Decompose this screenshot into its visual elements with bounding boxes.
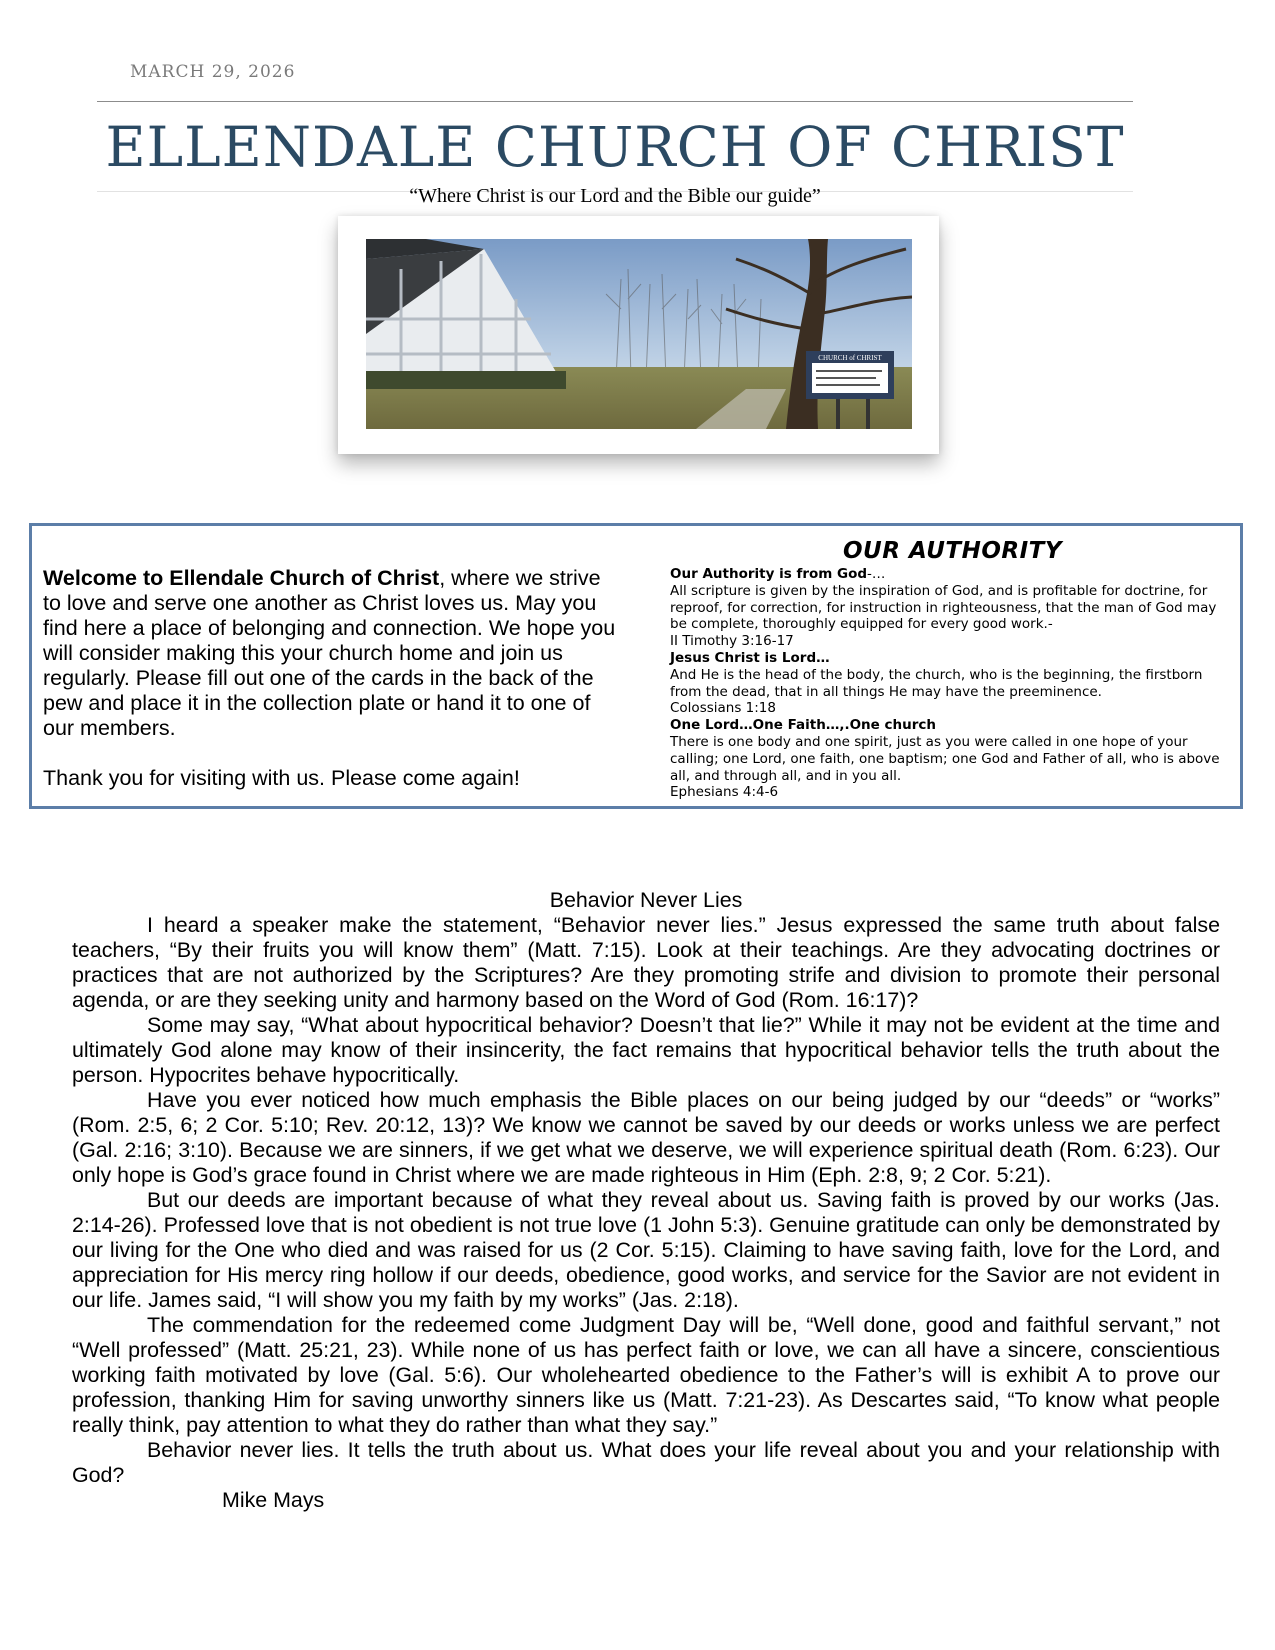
authority-heading: Our Authority is from God: [670, 566, 868, 582]
authority-reference: Colossians 1:18: [670, 700, 776, 717]
authority-reference: Ephesians 4:4-6: [670, 784, 779, 801]
article-paragraph: I heard a speaker make the statement, “Behavior never lies.” Jesus expressed the same truth about false teachers, “By their fruits you will know them” (Matt. 7:15). Look at their teachings. Are they advocating doctrines or practices that are not authorized by the Scriptures? Are they promoting strife and division to promote their personal agenda, or are they seeking unity and harmony based on the Word of God (Rom. 16:17)?: [72, 913, 1220, 1012]
bulletin-date: MARCH 29, 2026: [130, 62, 296, 82]
article-paragraph: But our deeds are important because of what they reveal about us. Saving faith is proved by our works (Jas. 2:14-26). Professed love that is not obedient is not true love (1 John 5:3). Genuine gratitude can only be demonstrated by our living for the One who died and was raised for us (2 Cor. 5:15). Claiming to have saving faith, love for the Lord, and appreciation for His mercy ring hollow if our deeds, obedience, good works, and service for the Savior are not evident in our life. James said, “I will show you my faith by my works” (Jas. 2:18).: [72, 1188, 1220, 1312]
article-title: Behavior Never Lies: [549, 888, 743, 912]
authority-title: OUR AUTHORITY: [843, 538, 1062, 564]
sign-text: CHURCH of CHRIST: [818, 354, 882, 362]
church-photo: [366, 239, 912, 429]
authority-heading-suffix: -…: [867, 566, 886, 582]
authority-heading: One Lord…One Faith…,.One church: [670, 717, 937, 734]
welcome-body: , where we strive to love and serve one another as Christ loves us. May you find here a place of belonging and connection. We hope you will consider making this your church home and join us regularly. Please fill out one of the cards in the back of the pew and place it in the collection plate or hand it to one of our members.: [43, 566, 616, 740]
authority-heading: Jesus Christ is Lord…: [670, 649, 830, 666]
church-name: ELLENDALE CHURCH OF CHRIST: [105, 115, 1125, 179]
our-authority-section: [670, 536, 1235, 801]
tagline: “Where Christ is our Lord and the Bible our guide”: [409, 185, 821, 207]
article-author: Mike Mays: [222, 1488, 325, 1512]
article: [72, 888, 1220, 1513]
welcome-lead: Welcome to Ellendale Church of Christ: [43, 566, 440, 590]
article-paragraph: The commendation for the redeemed come Judgment Day will be, “Well done, good and faithful servant,” not “Well professed” (Matt. 25:21, 23). While none of us has perfect faith or love, we can all have a sincere, conscientious working faith motivated by love (Gal. 5:6). Our wholehearted obedience to the Father’s will is exhibit A to prove our profession, thanking Him for saving unworthy sinners like us (Matt. 7:21-23). As Descartes said, “To know what people really think, pay attention to what they do rather than what they say.”: [72, 1313, 1220, 1437]
welcome-message: [43, 566, 623, 791]
header-divider: [97, 101, 1133, 102]
authority-text: All scripture is given by the inspiration of God, and is profitable for doctrine, for reproof, for correction, for instruction in righteousness, that the man of God may be complete, thoroughly equipped for every good work.-: [670, 582, 1217, 633]
welcome-authority-box: [29, 523, 1243, 809]
authority-text: And He is the head of the body, the church, who is the beginning, the firstborn from the dead, that in all things He may have the preeminence.: [670, 666, 1203, 700]
article-paragraph: Have you ever noticed how much emphasis the Bible places on our being judged by our “deeds” or “works” (Rom. 2:5, 6; 2 Cor. 5:10; Rev. 20:12, 13)? We know we cannot be saved by our deeds or works unless we are perfect (Gal. 2:16; 3:10). Because we are sinners, if we get what we deserve, we will experience spiritual death (Rom. 6:23). Our only hope is God’s grace found in Christ where we are made righteous in Him (Eph. 2:8, 9; 2 Cor. 5:21).: [72, 1088, 1220, 1187]
article-paragraph: Behavior never lies. It tells the truth about us. What does your life reveal about you and your relationship with God?: [72, 1438, 1220, 1487]
church-photo-frame: [338, 216, 939, 454]
authority-text: There is one body and one spirit, just as you were called in one hope of your calling; one Lord, one faith, one baptism; one God and Father of all, who is above all, and through all, and in you all.: [670, 733, 1220, 784]
authority-reference: II Timothy 3:16-17: [670, 633, 794, 650]
welcome-thanks: Thank you for visiting with us. Please come again!: [43, 766, 520, 790]
article-paragraph: Some may say, “What about hypocritical behavior? Doesn’t that lie?” While it may not be evident at the time and ultimately God alone may know of their insincerity, the fact remains that hypocritical behavior tells the truth about the person. Hypocrites behave hypocritically.: [72, 1013, 1220, 1087]
